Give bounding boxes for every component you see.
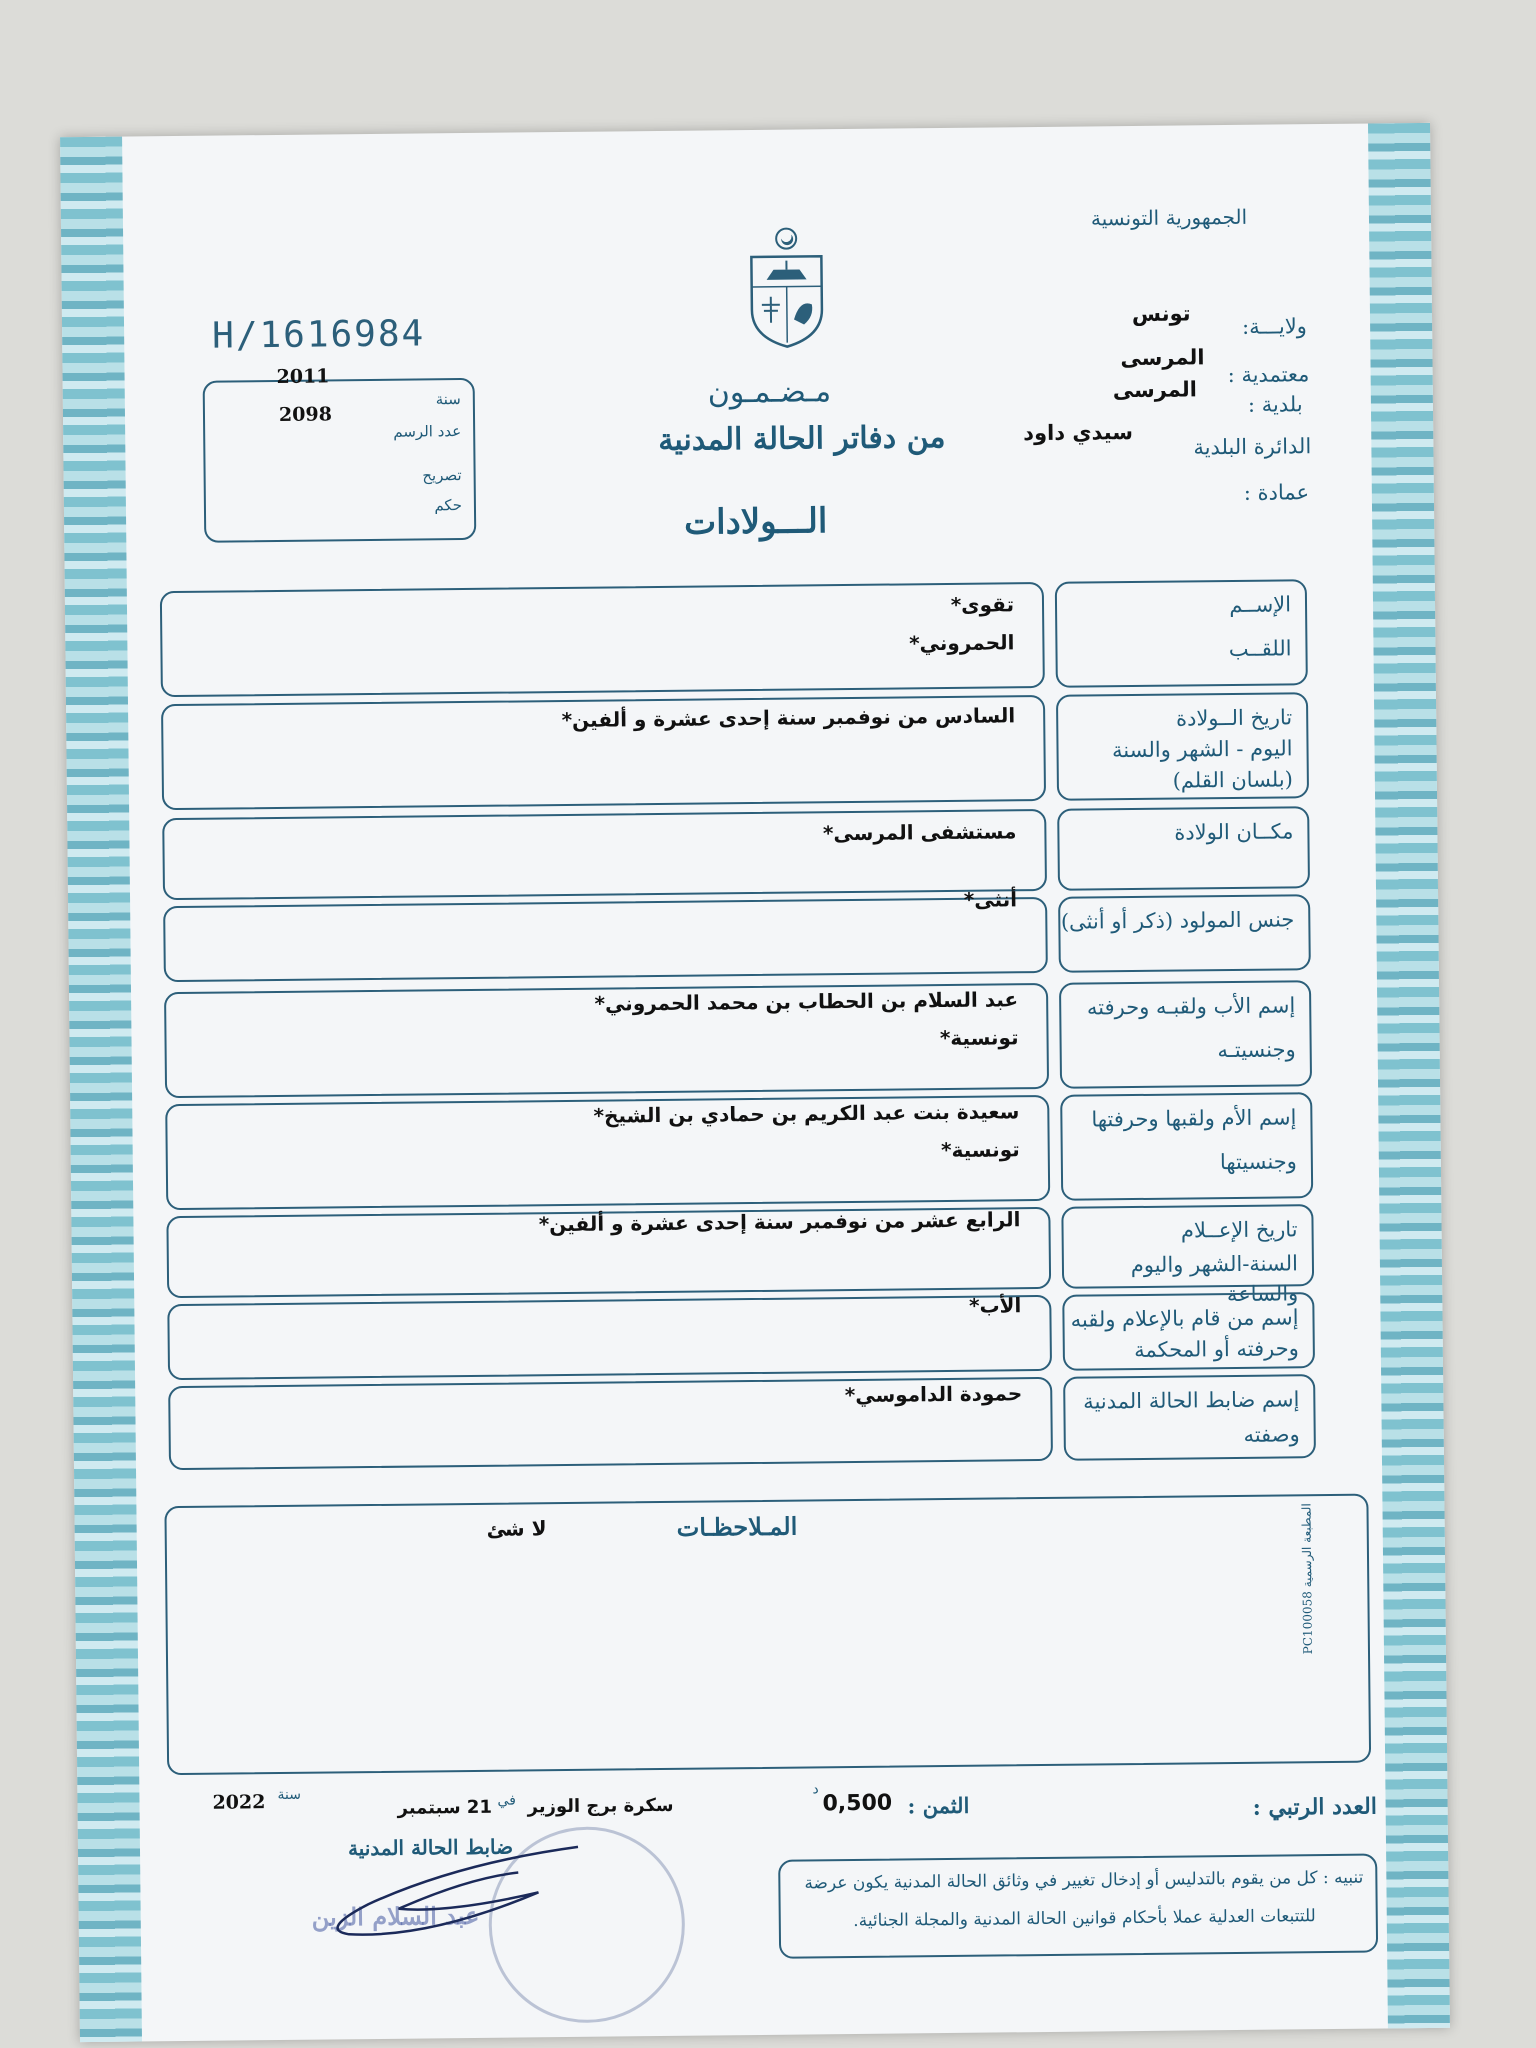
legal-warning-line-2: للتتبعات العدلية عملا بأحكام قوانين الحالة المدنية والمجلة الجنائية.: [853, 1906, 1316, 1932]
field-label-box: [1058, 894, 1311, 973]
field-label-box: [1055, 579, 1308, 688]
title-births: الـــولادات: [683, 501, 828, 543]
field-value: الرابع عشر من نوفمبر سنة إحدى عشرة و ألفين*: [538, 1207, 1021, 1237]
field-label: جنس المولود (ذكر أو أنثى): [1060, 907, 1295, 934]
title-madmoun: مـضـمـون: [707, 374, 832, 411]
daira-value: سيدي داود: [1023, 420, 1134, 446]
declaration-label: تصريح: [422, 466, 462, 485]
field-label: الإســم: [1229, 592, 1292, 618]
field-label-box: [1060, 1092, 1313, 1201]
field-label: تاريخ الإعــلام: [1180, 1217, 1298, 1243]
record-number-value: 2098: [278, 403, 332, 426]
field-value: حمودة الداموسي*: [844, 1381, 1023, 1408]
issue-day-month: 21 سبتمبر: [397, 1796, 493, 1819]
field-value: تقوى*: [950, 592, 1015, 617]
field-label: إسم ضابط الحالة المدنية: [1083, 1387, 1300, 1414]
stamp-name: عبد السلام الزين: [311, 1900, 480, 1932]
printer-side-note: المطبعة الرسمية PC100058: [1299, 1503, 1316, 1655]
field-label-box: [1063, 1374, 1316, 1461]
price-value: 0,500: [822, 1790, 893, 1817]
record-year-value: 2011: [276, 365, 330, 388]
title-civil-registers: من دفاتر الحالة المدنية: [658, 419, 946, 458]
baladia-label: بلدية :: [1247, 392, 1303, 417]
field-value: سعيدة بنت عبد الكريم بن حمادي بن الشيخ*: [593, 1099, 1020, 1128]
remarks-value: لا شئ: [486, 1516, 547, 1541]
field-value: مستشفى المرسى*: [822, 819, 1017, 846]
field-label: إسم الأم ولقبها وحرفتها: [1091, 1105, 1297, 1132]
imada-label: عمادة :: [1243, 480, 1310, 505]
price-label: الثمن :: [907, 1792, 970, 1819]
record-info-box: [203, 365, 477, 543]
left-ornamental-border: [60, 137, 142, 2043]
remarks-box: [164, 1494, 1371, 1776]
document-serial-number: H/1616984: [211, 313, 426, 357]
field-value: أنثى*: [963, 887, 1018, 912]
right-ornamental-border: [1368, 123, 1450, 2029]
field-label: وحرفته أو المحكمة: [1134, 1336, 1299, 1363]
field-value-box: [161, 695, 1046, 810]
field-label: إسم من قام بالإعلام ولقبه: [1070, 1305, 1299, 1332]
field-value-box: [166, 1207, 1051, 1298]
motamadia-label: معتمدية :: [1227, 362, 1310, 388]
motamadia-value: المرسى: [1120, 345, 1205, 371]
field-label: وجنسيتـه: [1217, 1037, 1296, 1063]
field-label-box: [1061, 1204, 1314, 1306]
issue-year-value: 2022: [212, 1791, 266, 1814]
price-unit: د: [812, 1781, 819, 1798]
legal-warning-line-1: تنبيه : كل من يقوم بالتدليس أو إدخال تغيير في وثائق الحالة المدنية يكون عرضة: [804, 1867, 1364, 1894]
wilaya-label: ولايـــة:: [1241, 314, 1308, 339]
baladia-value: المرسى: [1112, 377, 1198, 403]
handwritten-signature-icon: [308, 1832, 599, 1945]
field-label: اليوم - الشهر والسنة: [1111, 736, 1293, 763]
birth-certificate-sheet: [60, 123, 1450, 2042]
remarks-label: المـلاحظـات: [676, 1511, 798, 1542]
field-label-box: [1057, 806, 1310, 891]
field-label: اللقــب: [1228, 636, 1292, 662]
field-value-box: [164, 983, 1049, 1098]
field-label: (بلسان القلم): [1172, 767, 1293, 793]
legal-warning-box: [778, 1854, 1378, 1959]
field-value-box: [167, 1295, 1052, 1380]
field-value: تونسية*: [940, 1137, 1020, 1163]
field-value-box: [160, 582, 1045, 697]
field-value: الحمروني*: [909, 630, 1015, 656]
field-label: مكــان الولادة: [1174, 819, 1294, 845]
wilaya-value: تونس: [1131, 301, 1191, 327]
field-value-box: [165, 1095, 1050, 1210]
daira-label: الدائرة البلدية: [1193, 434, 1312, 460]
field-label-box: [1062, 1292, 1315, 1371]
issue-year-label: سنة: [277, 1786, 301, 1804]
field-label: وجنسيتها: [1219, 1149, 1297, 1175]
officer-signature-label: ضابط الحالة المدنية: [347, 1834, 514, 1861]
field-label: وصفته: [1243, 1422, 1300, 1447]
record-year-label: سنة: [435, 390, 461, 409]
field-label-box: [1059, 980, 1312, 1089]
issue-place: سكرة برج الوزير: [527, 1794, 674, 1818]
record-number-label: عدد الرسم: [393, 422, 462, 441]
field-value-box: [163, 887, 1048, 982]
republic-heading: الجمهورية التونسية: [1090, 204, 1248, 231]
serial-number-label: العدد الرتبي :: [1252, 1793, 1378, 1821]
field-value-box: [162, 809, 1047, 900]
judgment-label: حكم: [434, 496, 463, 515]
field-label: السنة-الشهر واليوم والساعة: [1130, 1251, 1299, 1306]
field-value-box: [168, 1377, 1053, 1470]
field-label: إسم الأب ولقبـه وحرفته: [1086, 993, 1296, 1020]
issue-in-label: في: [497, 1792, 516, 1809]
field-value: عبد السلام بن الحطاب بن محمد الحمروني*: [594, 987, 1019, 1016]
field-value: الأب*: [968, 1293, 1022, 1318]
field-label-box: [1056, 692, 1309, 801]
field-value: تونسية*: [939, 1025, 1019, 1051]
tunisia-coat-of-arms-icon: [741, 224, 832, 350]
field-value: السادس من نوفمبر سنة إحدى عشرة و ألفين*: [561, 703, 1016, 733]
field-label: تاريخ الــولادة: [1175, 705, 1293, 731]
